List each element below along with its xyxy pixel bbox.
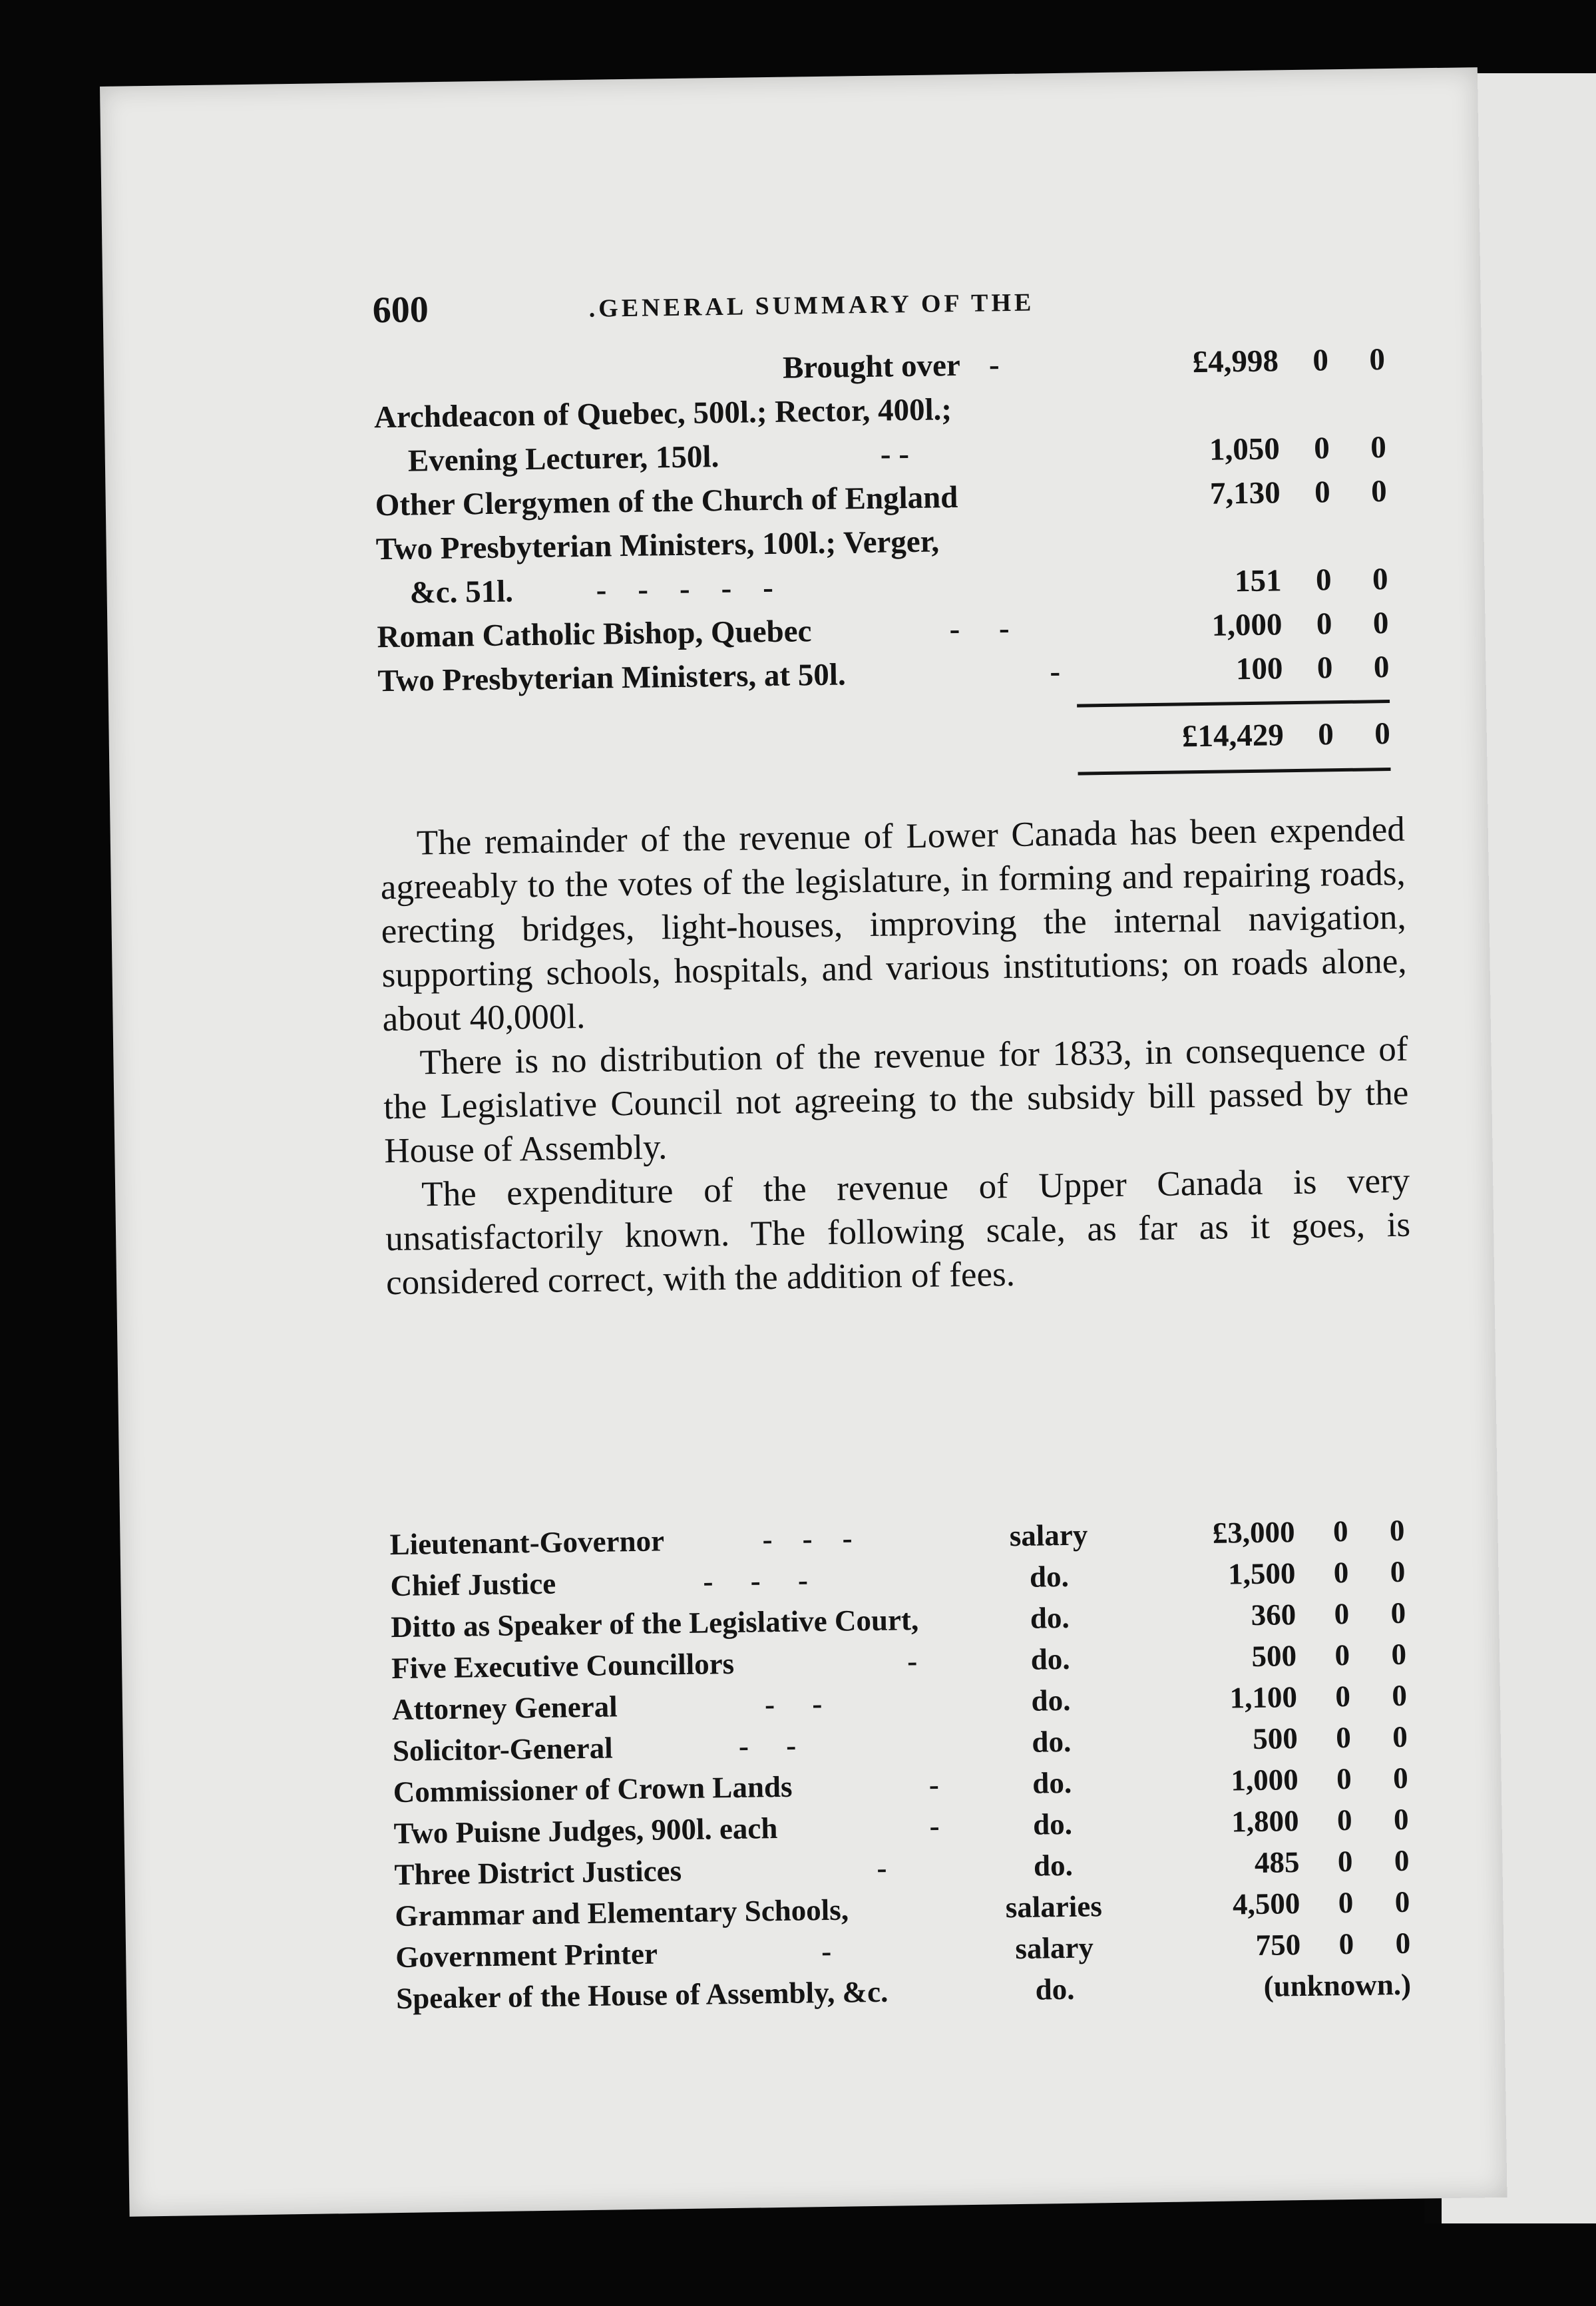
salary-amount: 750 (1255, 1928, 1301, 1962)
salary-pence: 0 (1391, 1637, 1407, 1672)
salary-kind: do. (1030, 1642, 1070, 1676)
salary-kind: do. (1032, 1724, 1072, 1759)
salary-shillings: 0 (1336, 1761, 1352, 1796)
salary-dashes: - - - (762, 1521, 853, 1556)
salary-dashes: - (928, 1767, 940, 1801)
salary-label: Grammar and Elementary Schools, (395, 1893, 849, 1933)
salary-label: Government Printer (395, 1937, 658, 1974)
ledger-shillings: 0 (1313, 431, 1330, 466)
salary-dashes: - - (738, 1728, 797, 1763)
body-text (379, 807, 1411, 1305)
page-header (372, 275, 1398, 342)
ledger-label: Two Presbyterian Ministers, 100l.; Verger, (375, 524, 940, 567)
paragraph: The expenditure of the revenue of Upper Canada is very unsatisfactorily known. The following scale, as far as it goes, is considered correct, with the addition of fees. (385, 1161, 1411, 1303)
salary-kind: salary (1009, 1518, 1088, 1553)
salary-label: Attorney General (391, 1690, 618, 1727)
salary-dashes: - (877, 1851, 887, 1885)
ledger-total (379, 716, 1404, 774)
salary-kind: do. (1032, 1807, 1073, 1841)
salary-kind: do. (1032, 1765, 1072, 1800)
salary-kind: do. (1029, 1559, 1070, 1594)
ledger-total-amount: £14,429 (1181, 718, 1285, 754)
salary-shillings: 0 (1333, 1556, 1349, 1590)
paragraph: There is no distribution of the revenue for 1833, in consequence of the Legislative Council not agreeing to the subsidy bill passed by the House of Assembly. (383, 1029, 1409, 1171)
salary-amount: 4,500 (1232, 1887, 1300, 1921)
ledger-label: Roman Catholic Bishop, Quebec (377, 614, 812, 655)
salary-kind: do. (1035, 1972, 1075, 2006)
total-rule-top (1077, 700, 1390, 708)
salary-kind: do. (1031, 1683, 1071, 1718)
salary-shillings: 0 (1337, 1844, 1353, 1879)
salary-shillings: 0 (1336, 1803, 1352, 1837)
ledger-total-pence: 0 (1374, 716, 1391, 752)
ledger-dashes: - (1050, 654, 1061, 690)
salary-shillings: 0 (1332, 1514, 1348, 1548)
ledger-shillings: 0 (1312, 343, 1329, 378)
ledger-pence: 0 (1372, 562, 1388, 597)
ledger-dashes: - - - - - (596, 570, 774, 608)
salary-pence: 0 (1394, 1843, 1410, 1878)
salary-amount: 500 (1252, 1722, 1298, 1756)
salary-amount: 1,000 (1231, 1763, 1299, 1797)
salary-pence: 0 (1390, 1554, 1406, 1589)
salary-shillings: 0 (1338, 1885, 1354, 1920)
salary-amount: 500 (1251, 1639, 1297, 1674)
ledger-amount: 7,130 (1209, 475, 1281, 511)
ledger-shillings: 0 (1316, 606, 1332, 642)
salary-shillings: 0 (1338, 1927, 1354, 1961)
ledger-label: Archdeacon of Quebec, 500l.; Rector, 400l.; (373, 392, 952, 435)
salary-label: Solicitor-General (392, 1731, 614, 1768)
salary-label: Two Puisne Judges, 900l. each (393, 1811, 778, 1851)
ledger-dashes: - - (880, 437, 910, 472)
page-number: 600 (372, 289, 429, 332)
page-content (369, 69, 1412, 2016)
ledger-label: Evening Lecturer, 150l. (407, 439, 719, 479)
salary-label: Chief Justice (390, 1566, 556, 1603)
ledger-label: Two Presbyterian Ministers, at 50l. (377, 657, 846, 699)
salary-dashes: - (906, 1644, 918, 1678)
salary-pence: 0 (1394, 1885, 1410, 1919)
salary-label: Lieutenant-Governor (389, 1524, 665, 1562)
ledger-amount: 1,050 (1209, 431, 1281, 467)
salary-kind: do. (1033, 1848, 1074, 1883)
salary-dashes: - (821, 1934, 832, 1968)
ledger-amount: £4,998 (1192, 344, 1279, 380)
salary-pence: 0 (1389, 1513, 1405, 1548)
salary-label: Ditto as Speaker of the Legislative Court, (391, 1603, 919, 1644)
ledger-pence: 0 (1370, 430, 1387, 465)
salary-kind: salary (1015, 1931, 1094, 1966)
total-rule-bottom (1078, 768, 1391, 776)
salary-label: Five Executive Councillors (391, 1646, 735, 1686)
salary-label: Three District Justices (394, 1854, 682, 1892)
ledger-label: Brought over (782, 347, 961, 385)
salary-amount: 1,800 (1231, 1804, 1299, 1839)
book-page (100, 67, 1507, 2217)
salary-note: (unknown.) (1263, 1967, 1412, 2003)
ledger-amount: 151 (1234, 563, 1282, 599)
ledger-shillings: 0 (1314, 475, 1331, 510)
ledger-dash: - (988, 347, 1000, 383)
salary-label: Speaker of the House of Assembly, &c. (395, 1974, 889, 2016)
salary-amount: 485 (1254, 1845, 1300, 1880)
salary-pence: 0 (1395, 1926, 1411, 1960)
salary-amount: £3,000 (1212, 1515, 1295, 1550)
ledger-label: &c. 51l. (409, 574, 514, 610)
salary-kind: salaries (1005, 1889, 1103, 1925)
ledger-amount: 100 (1235, 651, 1283, 687)
ledger-label: Other Clergymen of the Church of England (375, 480, 958, 523)
salary-label: Commissioner of Crown Lands (393, 1769, 793, 1809)
ledger-shillings: 0 (1316, 650, 1333, 686)
ledger-pence: 0 (1370, 474, 1388, 509)
salary-shillings: 0 (1334, 1638, 1350, 1672)
salary-dashes: - (929, 1809, 940, 1843)
salary-pence: 0 (1392, 1678, 1408, 1713)
paragraph: The remainder of the revenue of Lower Canada has been expended agreeably to the votes of the legislature, in forming and repairing roads, erecting bridges, light-houses, improving the internal navigation, supporting schools, hospitals, and various institutions; on roads alone, about 40,000l. (380, 809, 1407, 1039)
ledger-total-shillings: 0 (1317, 717, 1334, 752)
salary-shillings: 0 (1335, 1680, 1351, 1714)
salary-kind: do. (1030, 1600, 1070, 1635)
salary-pence: 0 (1393, 1802, 1409, 1837)
salary-amount: 360 (1251, 1598, 1297, 1632)
salary-amount: 1,100 (1229, 1680, 1298, 1715)
salary-dashes: - - - (703, 1563, 809, 1598)
ledger-pence: 0 (1369, 342, 1386, 377)
salary-shillings: 0 (1334, 1597, 1350, 1631)
running-title: .GENERAL SUMMARY OF THE (588, 288, 1035, 323)
salary-shillings: 0 (1335, 1720, 1352, 1755)
salary-amount: 1,500 (1227, 1556, 1296, 1591)
salary-pence: 0 (1392, 1761, 1409, 1795)
salary-pence: 0 (1390, 1596, 1406, 1630)
ledger-shillings: 0 (1315, 563, 1332, 598)
salary-pence: 0 (1392, 1720, 1408, 1754)
ledger-pence: 0 (1373, 650, 1390, 685)
ledger-dashes: - - (949, 611, 1010, 647)
ledger-amount: 1,000 (1211, 607, 1283, 643)
salary-dashes: - - (764, 1687, 823, 1722)
ledger-pence: 0 (1372, 606, 1389, 641)
